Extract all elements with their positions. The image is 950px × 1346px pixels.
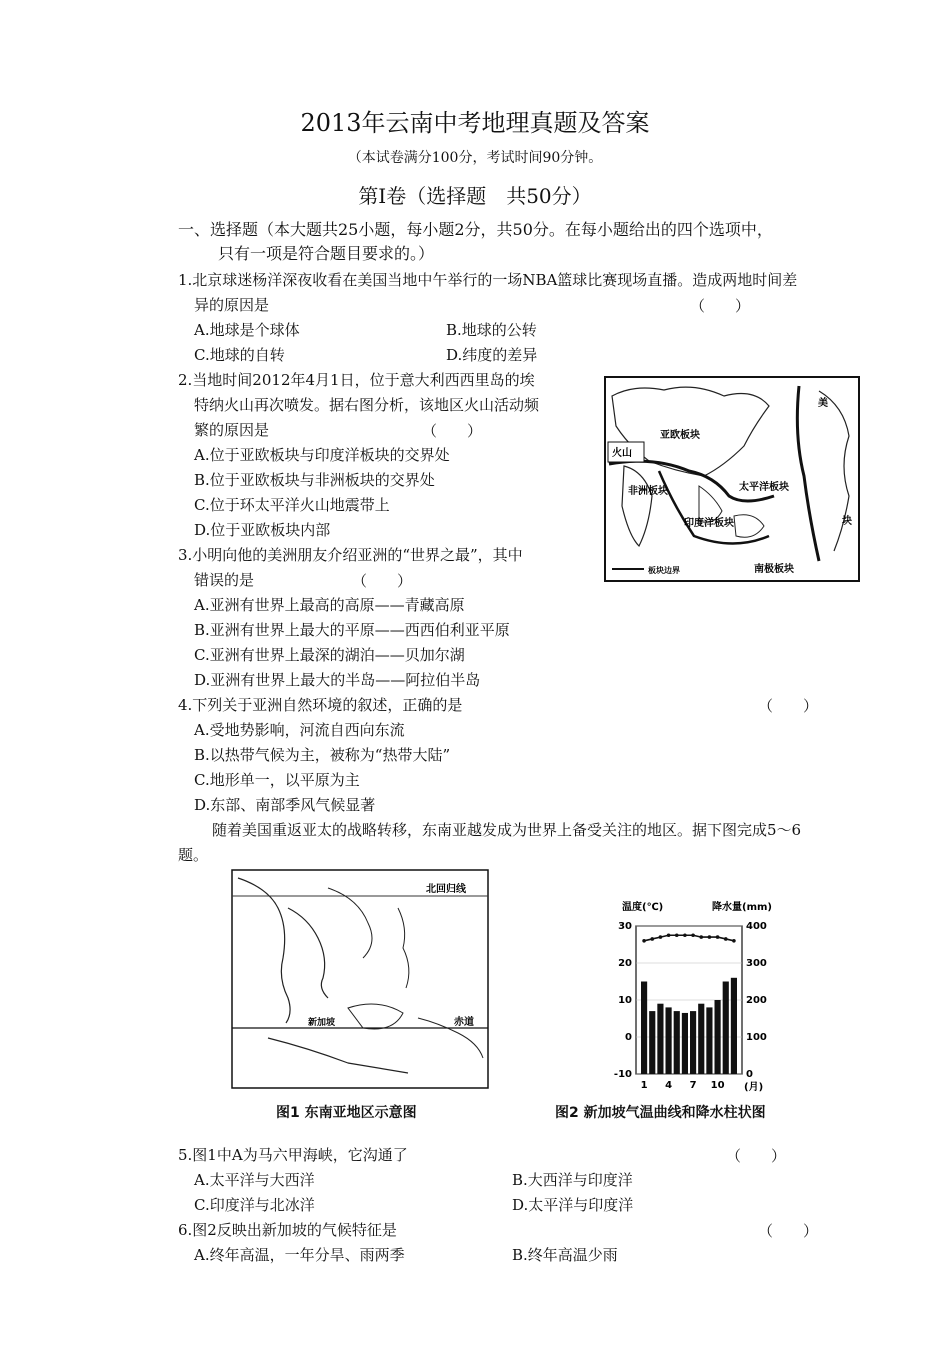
- q2-answer-blank: （ ）: [422, 422, 483, 440]
- q4-stem-1: 4.下列关于亚洲自然环境的叙述，正确的是: [178, 696, 463, 714]
- q5-option-a: A.太平洋与大西洋: [194, 1171, 315, 1189]
- temp-point-8: [699, 935, 703, 939]
- right-ticks: [746, 921, 767, 1080]
- left-tick-label: 30: [618, 921, 632, 932]
- label-block: 块: [842, 516, 852, 527]
- q5-stem-1: 5.图1中A为马六甲海峡，它沟通了: [178, 1146, 408, 1164]
- q6-option-a: A.终年高温，一年分旱、雨两季: [194, 1246, 405, 1264]
- figure-2-caption: 图2 新加坡气温曲线和降水柱状图: [555, 1105, 766, 1121]
- q5-option-d: D.太平洋与印度洋: [512, 1196, 634, 1214]
- precip-bar-3: [657, 1004, 663, 1074]
- temp-point-5: [675, 933, 679, 937]
- precip-bar-6: [682, 1013, 688, 1074]
- label-singapore: 新加坡: [308, 1018, 336, 1028]
- month-ticks: [641, 1080, 725, 1091]
- q2-option-c: C.位于环太平洋火山地震带上: [194, 496, 390, 514]
- temp-point-9: [708, 935, 712, 939]
- label-pacific: 太平洋板块: [739, 482, 789, 493]
- q4-option-a: A.受地势影响，河流自西向东流: [194, 721, 405, 739]
- right-tick-label: 300: [746, 958, 767, 969]
- q6-stem-1: 6.图2反映出新加坡的气候特征是: [178, 1221, 397, 1239]
- precip-bar-7: [690, 1011, 696, 1074]
- q1-stem-1: 1.北京球迷杨洋深夜收看在美国当地中午举行的一场NBA篮球比赛现场直播。造成两地时间差: [178, 271, 798, 289]
- q3-stem-2: 错误的是: [194, 571, 255, 589]
- label-equator: 赤道: [454, 1017, 474, 1028]
- singapore-climate-chart: [608, 896, 778, 1096]
- instruction-line-2: 只有一项是符合题目要求的。）: [218, 244, 435, 263]
- precip-axis-label: 降水量(mm): [712, 902, 772, 913]
- q4-option-b: B.以热带气候为主，被称为“热带大陆”: [194, 746, 451, 764]
- precip-bar-8: [698, 1004, 704, 1074]
- q1-option-d: D.纬度的差异: [446, 346, 538, 364]
- southeast-asia-map: [228, 868, 492, 1090]
- legend-text: 板块边界: [648, 566, 680, 575]
- precip-bar-1: [641, 982, 647, 1075]
- q2-option-d: D.位于亚欧板块内部: [194, 521, 331, 539]
- q1-option-b: B.地球的公转: [446, 321, 537, 339]
- figure-1-caption: 图1 东南亚地区示意图: [276, 1105, 417, 1121]
- q2-stem-1: 2.当地时间2012年4月1日，位于意大利西西里岛的埃: [178, 371, 535, 389]
- label-antarctic: 南极板块: [754, 564, 794, 575]
- q2-option-a: A.位于亚欧板块与印度洋板块的交界处: [194, 446, 450, 464]
- q3-option-d: D.亚洲有世界上最大的半岛——阿拉伯半岛: [194, 671, 481, 689]
- intro-line-1: 随着美国重返亚太的战略转移，东南亚越发成为世界上备受关注的地区。据下图完成5～6: [212, 821, 802, 839]
- q4-option-c: C.地形单一，以平原为主: [194, 771, 360, 789]
- map-frame: [232, 870, 488, 1088]
- q4-option-d: D.东部、南部季风气候显著: [194, 796, 376, 814]
- month-tick-label: 7: [689, 1080, 697, 1091]
- precip-bar-11: [723, 982, 729, 1075]
- q6-option-b: B.终年高温少雨: [512, 1246, 618, 1264]
- month-tick-label: 1: [640, 1080, 648, 1091]
- q2-stem-2: 特纳火山再次喷发。据右图分析，该地区火山活动频: [194, 396, 540, 414]
- q3-stem-1: 3.小明向他的美洲朋友介绍亚洲的“世界之最”，其中: [178, 546, 523, 564]
- right-tick-label: 400: [746, 921, 767, 932]
- q3-option-a: A.亚洲有世界上最高的高原——青藏高原: [194, 596, 465, 614]
- q1-stem-2: 异的原因是: [194, 296, 270, 314]
- q2-option-b: B.位于亚欧板块与非洲板块的交界处: [194, 471, 435, 489]
- precip-bar-4: [666, 1007, 672, 1074]
- q5-option-c: C.印度洋与北冰洋: [194, 1196, 315, 1214]
- precip-bar-2: [649, 1011, 655, 1074]
- q3-option-b: B.亚洲有世界上最大的平原——西西伯利亚平原: [194, 621, 510, 639]
- temp-point-6: [683, 933, 687, 937]
- q4-answer-blank: （ ）: [758, 697, 819, 715]
- right-tick-label: 100: [746, 1032, 767, 1043]
- label-eurasia: 亚欧板块: [660, 430, 700, 441]
- right-tick-label: 200: [746, 995, 767, 1006]
- month-tick-label: 4: [665, 1080, 673, 1091]
- q1-answer-blank: （ ）: [690, 297, 751, 315]
- plate-tectonics-map: [604, 376, 860, 582]
- page-title: 2013年云南中考地理真题及答案: [300, 109, 650, 137]
- instruction-line-1: 一、选择题（本大题共25小题，每小题2分，共50分。在每小题给出的四个选项中，: [178, 220, 773, 239]
- left-tick-label: 10: [618, 995, 632, 1006]
- temp-point-3: [659, 935, 663, 939]
- q5-option-b: B.大西洋与印度洋: [512, 1171, 633, 1189]
- q1-option-a: A.地球是个球体: [194, 321, 300, 339]
- temp-point-7: [691, 933, 695, 937]
- right-tick-label: 0: [746, 1069, 753, 1080]
- left-ticks: [614, 921, 632, 1080]
- q2-stem-3: 繁的原因是: [194, 421, 270, 439]
- precip-bar-5: [674, 1011, 680, 1074]
- label-africa: 非洲板块: [628, 486, 668, 497]
- precip-bar-12: [731, 978, 737, 1074]
- exam-info: （本试卷满分100分，考试时间90分钟。: [347, 150, 603, 166]
- temp-point-10: [716, 935, 720, 939]
- temp-point-12: [732, 939, 736, 943]
- q6-answer-blank: （ ）: [758, 1222, 819, 1240]
- left-tick-label: 20: [618, 958, 632, 969]
- month-tick-label: 10: [710, 1080, 725, 1091]
- temperature-curve: [644, 935, 734, 941]
- label-volcano: 火山: [612, 448, 632, 459]
- left-tick-label: 0: [625, 1032, 632, 1043]
- temp-point-4: [667, 933, 671, 937]
- precip-bars: [641, 978, 737, 1074]
- precip-bar-10: [715, 1000, 721, 1074]
- q3-answer-blank: （ ）: [352, 572, 413, 590]
- q1-option-c: C.地球的自转: [194, 346, 285, 364]
- temp-axis-label: 温度(℃): [622, 902, 664, 913]
- q5-answer-blank: （ ）: [726, 1147, 787, 1165]
- temp-point-1: [642, 939, 646, 943]
- label-america: 美: [818, 398, 828, 409]
- label-indian: 印度洋板块: [684, 518, 734, 529]
- temp-point-2: [650, 937, 654, 941]
- temp-point-11: [724, 937, 728, 941]
- section-heading: 第Ⅰ卷（选择题 共50分）: [358, 184, 592, 208]
- precip-bar-9: [706, 1007, 712, 1074]
- left-tick-label: -10: [613, 1069, 632, 1080]
- month-unit: (月): [744, 1082, 764, 1093]
- q3-option-c: C.亚洲有世界上最深的湖泊——贝加尔湖: [194, 646, 465, 664]
- label-tropic: 北回归线: [426, 884, 466, 895]
- intro-line-2: 题。: [178, 846, 209, 864]
